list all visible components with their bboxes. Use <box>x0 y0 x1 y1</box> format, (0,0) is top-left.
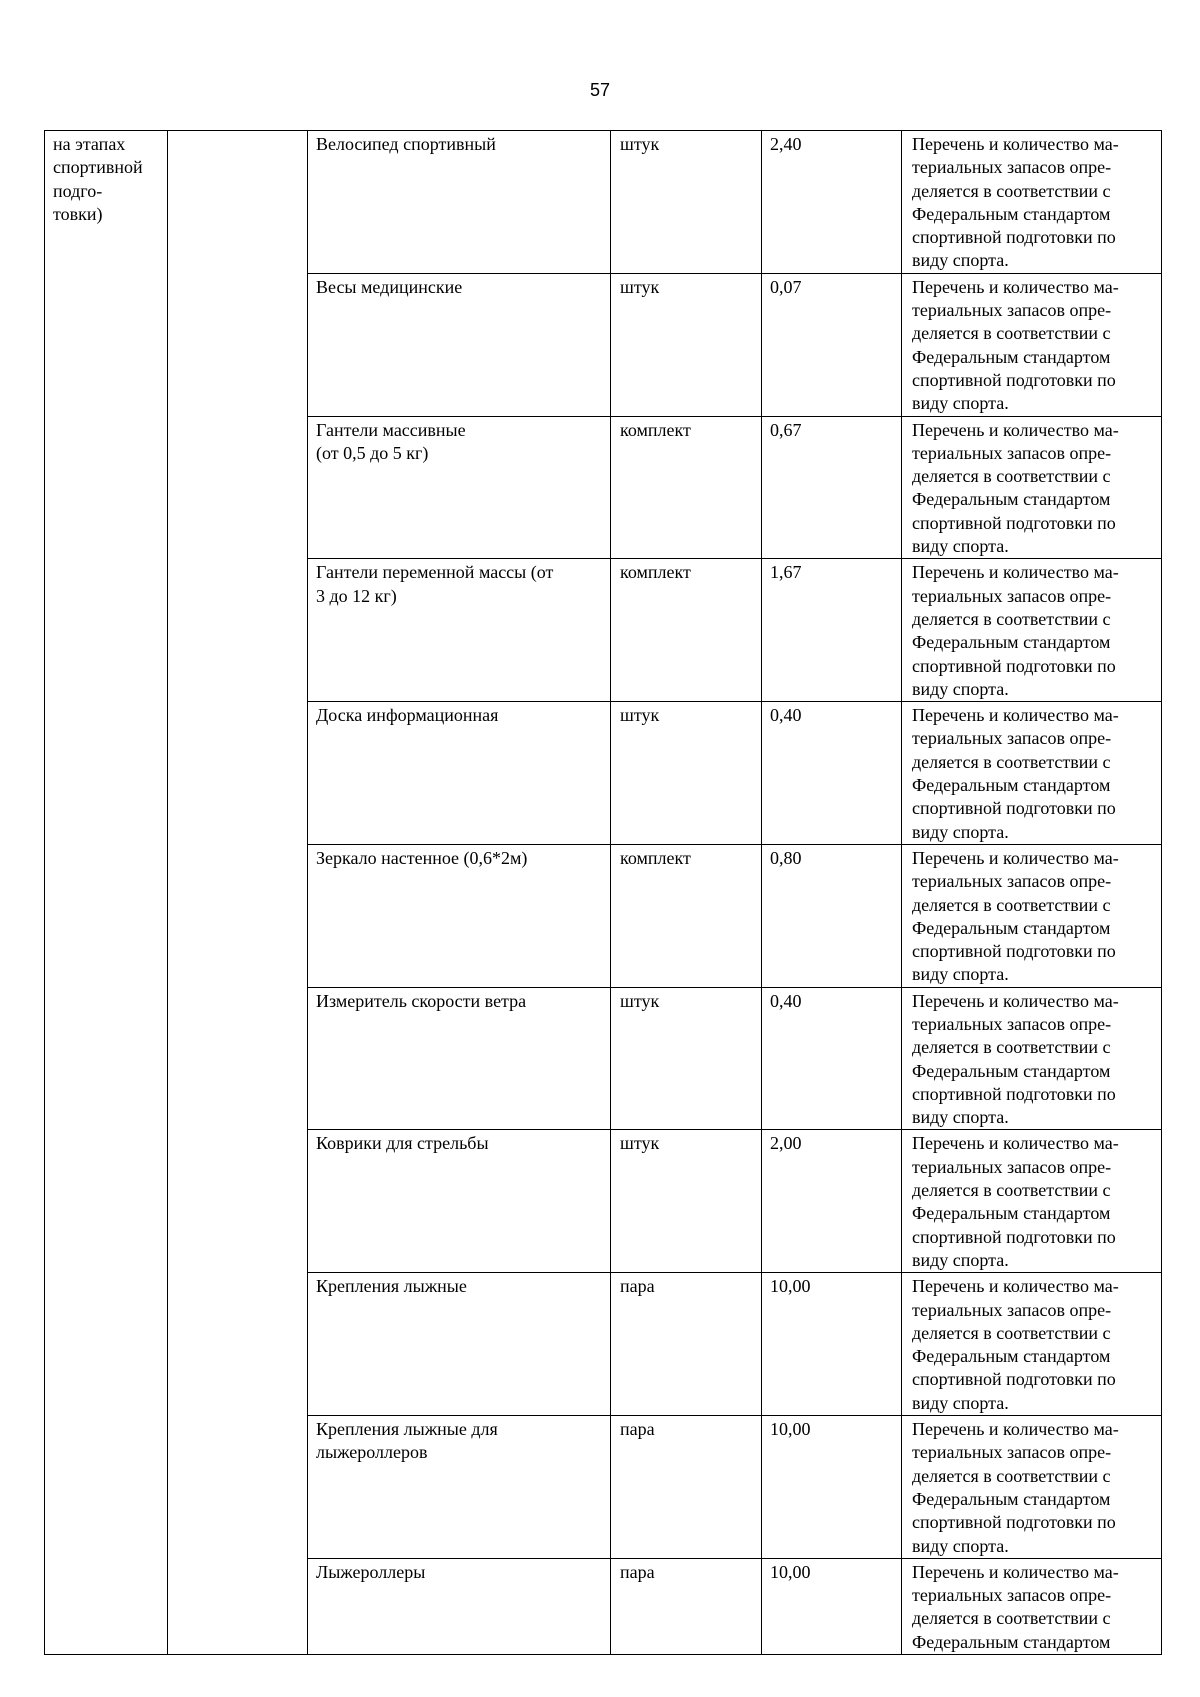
item-name-line: Велосипед спортивный <box>316 134 496 154</box>
note-cell <box>902 702 1162 845</box>
note-line: деляется в соответствии с <box>912 751 1111 772</box>
note-cell <box>902 1130 1162 1273</box>
unit-cell: штук <box>611 987 762 1130</box>
item-name-line: Крепления лыжные <box>316 1276 467 1297</box>
note-line: виду спорта. <box>912 1535 1009 1556</box>
quantity-cell: 10,00 <box>762 1416 902 1559</box>
note-line: виду спорта. <box>912 250 1009 271</box>
note-line: деляется в соответствии с <box>912 608 1111 629</box>
unit-cell: комплект <box>611 844 762 987</box>
item-name-line: Зеркало настенное (0,6*2м) <box>316 847 528 868</box>
note-line: деляется в соответствии с <box>912 1322 1111 1343</box>
item-name-line: Крепления лыжные для <box>316 1419 498 1440</box>
item-name-cell <box>308 273 611 416</box>
note-line: деляется в соответствии с <box>912 180 1111 201</box>
note-line: спортивной подготовки по <box>912 1226 1116 1247</box>
note-cell <box>902 416 1162 559</box>
equipment-table-wrapper <box>44 130 1162 1655</box>
note-line: спортивной подготовки по <box>912 1512 1116 1533</box>
table-row <box>45 131 1162 274</box>
note-line: Федеральным стандартом <box>912 489 1111 510</box>
note-line: териальных запасов опре- <box>912 442 1112 463</box>
note-line: Федеральным стандартом <box>912 1203 1111 1224</box>
stage-line: подго- <box>53 180 103 201</box>
note-line: териальных запасов опре- <box>912 1156 1112 1177</box>
note-line: Федеральным стандартом <box>912 1060 1111 1081</box>
note-line: териальных запасов опре- <box>912 1013 1112 1034</box>
note-line: Перечень и количество ма- <box>912 419 1119 440</box>
item-name-line: лыжероллеров <box>316 1442 428 1463</box>
note-cell <box>902 1558 1162 1654</box>
note-line: Федеральным стандартом <box>912 1631 1111 1652</box>
note-line: териальных запасов опре- <box>912 871 1112 892</box>
quantity-cell: 0,07 <box>762 273 902 416</box>
stage-cell <box>45 131 168 1655</box>
note-line: териальных запасов опре- <box>912 1299 1112 1320</box>
unit-cell: пара <box>611 1558 762 1654</box>
unit-cell: пара <box>611 1273 762 1416</box>
item-name-line: (от 0,5 до 5 кг) <box>316 442 429 463</box>
note-line: Перечень и количество ма- <box>912 1419 1119 1440</box>
note-line: виду спорта. <box>912 678 1009 699</box>
quantity-cell: 0,67 <box>762 416 902 559</box>
note-line: териальных запасов опре- <box>912 585 1112 606</box>
note-line: виду спорта. <box>912 1107 1009 1128</box>
empty-cell <box>168 131 308 1655</box>
note-line: Федеральным стандартом <box>912 775 1111 796</box>
item-name-cell <box>308 1273 611 1416</box>
note-cell <box>902 987 1162 1130</box>
item-name-line: Весы медицинские <box>316 276 463 297</box>
unit-cell: комплект <box>611 559 762 702</box>
note-line: спортивной подготовки по <box>912 227 1116 248</box>
note-cell <box>902 1273 1162 1416</box>
quantity-cell: 10,00 <box>762 1273 902 1416</box>
note-line: Перечень и количество ма- <box>912 1276 1119 1297</box>
unit-cell: комплект <box>611 416 762 559</box>
unit-cell: штук <box>611 1130 762 1273</box>
item-name-cell <box>308 1416 611 1559</box>
stage-line: на этапах <box>53 134 126 154</box>
equipment-table <box>44 130 1162 1655</box>
note-line: виду спорта. <box>912 393 1009 414</box>
page-number: 57 <box>589 80 611 100</box>
note-line: Федеральным стандартом <box>912 917 1111 938</box>
note-line: Федеральным стандартом <box>912 632 1111 653</box>
quantity-cell: 0,80 <box>762 844 902 987</box>
item-name-cell <box>308 844 611 987</box>
note-line: Перечень и количество ма- <box>912 1561 1119 1582</box>
note-line: спортивной подготовки по <box>912 369 1116 390</box>
note-line: териальных запасов опре- <box>912 728 1112 749</box>
note-line: виду спорта. <box>912 964 1009 985</box>
note-line: териальных запасов опре- <box>912 1442 1112 1463</box>
note-line: Федеральным стандартом <box>912 1488 1111 1509</box>
item-name-cell <box>308 987 611 1130</box>
stage-line: товки) <box>53 203 103 224</box>
note-line: Перечень и количество ма- <box>912 134 1119 154</box>
note-line: Перечень и количество ма- <box>912 562 1119 583</box>
item-name-line: 3 до 12 кг) <box>316 585 397 606</box>
note-line: деляется в соответствии с <box>912 1608 1111 1629</box>
unit-cell: штук <box>611 702 762 845</box>
note-line: деляется в соответствии с <box>912 1465 1111 1486</box>
note-line: деляется в соответствии с <box>912 894 1111 915</box>
note-cell <box>902 844 1162 987</box>
note-line: виду спорта. <box>912 536 1009 557</box>
item-name-line: Измеритель скорости ветра <box>316 990 527 1011</box>
note-cell <box>902 1416 1162 1559</box>
note-line: деляется в соответствии с <box>912 466 1111 487</box>
item-name-cell <box>308 131 611 274</box>
equipment-table-body <box>45 131 1162 1655</box>
note-line: виду спорта. <box>912 1392 1009 1413</box>
note-line: деляется в соответствии с <box>912 1180 1111 1201</box>
note-cell <box>902 131 1162 274</box>
item-name-cell <box>308 1130 611 1273</box>
stage-line: спортивной <box>53 157 143 178</box>
note-line: спортивной подготовки по <box>912 512 1116 533</box>
note-cell <box>902 273 1162 416</box>
note-line: Перечень и количество ма- <box>912 1133 1119 1154</box>
note-line: Перечень и количество ма- <box>912 990 1119 1011</box>
item-name-cell <box>308 702 611 845</box>
note-line: териальных запасов опре- <box>912 1585 1112 1606</box>
item-name-line: Лыжероллеры <box>316 1561 426 1582</box>
item-name-line: Коврики для стрельбы <box>316 1133 489 1154</box>
note-line: виду спорта. <box>912 1249 1009 1270</box>
note-line: спортивной подготовки по <box>912 798 1116 819</box>
item-name-line: Гантели массивные <box>316 419 466 440</box>
note-line: Перечень и количество ма- <box>912 705 1119 726</box>
unit-cell: штук <box>611 131 762 274</box>
note-line: Федеральным стандартом <box>912 346 1111 367</box>
note-line: виду спорта. <box>912 821 1009 842</box>
note-line: деляется в соответствии с <box>912 323 1111 344</box>
item-name-cell <box>308 559 611 702</box>
note-line: спортивной подготовки по <box>912 655 1116 676</box>
note-line: спортивной подготовки по <box>912 941 1116 962</box>
quantity-cell: 2,40 <box>762 131 902 274</box>
note-line: Федеральным стандартом <box>912 203 1111 224</box>
note-line: териальных запасов опре- <box>912 300 1112 321</box>
quantity-cell: 2,00 <box>762 1130 902 1273</box>
note-cell <box>902 559 1162 702</box>
unit-cell: пара <box>611 1416 762 1559</box>
item-name-line: Доска информационная <box>316 705 499 726</box>
quantity-cell: 0,40 <box>762 702 902 845</box>
note-line: спортивной подготовки по <box>912 1369 1116 1390</box>
note-line: Перечень и количество ма- <box>912 276 1119 297</box>
quantity-cell: 1,67 <box>762 559 902 702</box>
quantity-cell: 10,00 <box>762 1558 902 1654</box>
note-line: спортивной подготовки по <box>912 1083 1116 1104</box>
note-line: Перечень и количество ма- <box>912 847 1119 868</box>
quantity-cell: 0,40 <box>762 987 902 1130</box>
item-name-cell <box>308 1558 611 1654</box>
item-name-line: Гантели переменной массы (от <box>316 562 554 583</box>
note-line: териальных запасов опре- <box>912 157 1112 178</box>
unit-cell: штук <box>611 273 762 416</box>
note-line: деляется в соответствии с <box>912 1037 1111 1058</box>
item-name-cell <box>308 416 611 559</box>
note-line: Федеральным стандартом <box>912 1346 1111 1367</box>
